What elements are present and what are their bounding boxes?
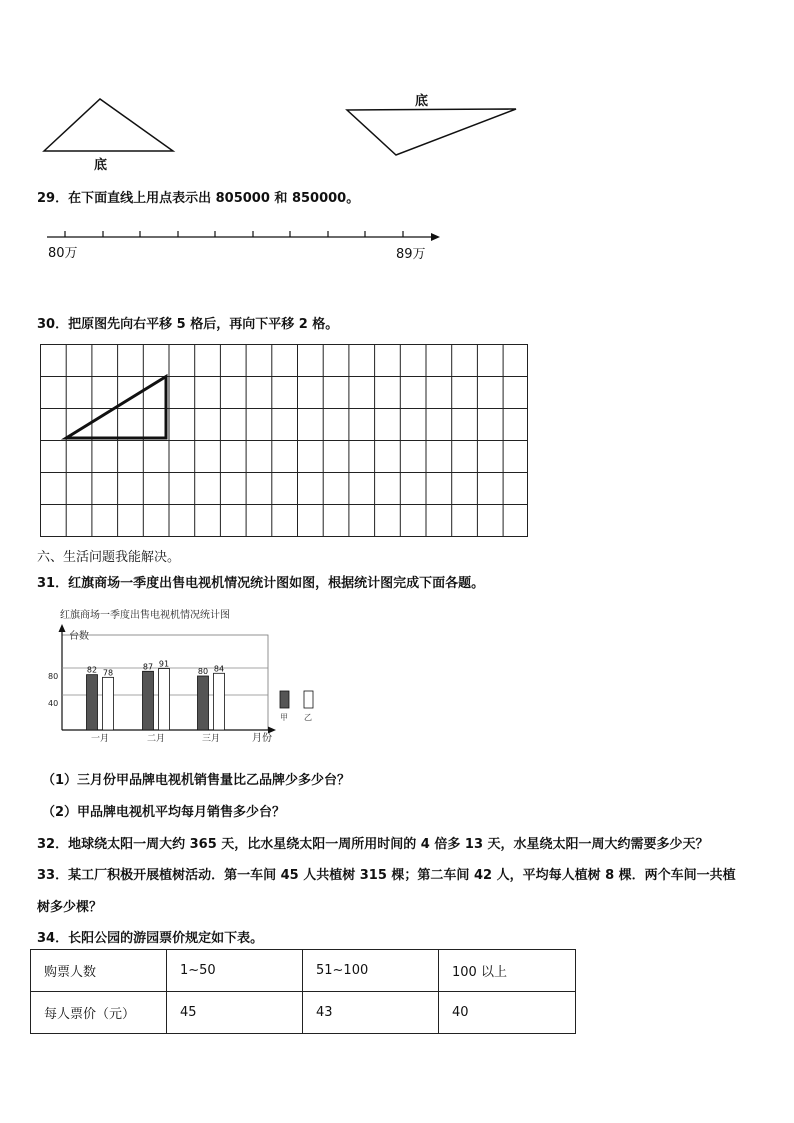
grid-triangle — [66, 377, 166, 439]
table-cell: 45 — [167, 992, 303, 1034]
ticket-price-table — [30, 949, 576, 1034]
triangles-figure — [0, 0, 794, 180]
question-31-sub-2: （2）甲品牌电视机平均每月销售多少台？ — [42, 805, 286, 820]
legend-label-yi: 乙 — [304, 713, 312, 722]
table-cell: 51~100 — [303, 950, 439, 992]
table-cell: 每人票价（元） — [31, 992, 167, 1034]
question-33-line-1: 33．某工厂积极开展植树活动．第一车间 45 人共植树 315 棵；第二车间 42 人，平均每人植树 8 棵．两个车间一共植 — [37, 868, 736, 883]
tv-sales-chart — [40, 604, 340, 750]
bar-jia-1 — [143, 671, 154, 730]
legend-label-jia: 甲 — [280, 713, 288, 722]
right-triangle-base-label: 底 — [415, 94, 429, 109]
bar-value-label: 87 — [142, 662, 154, 672]
bar-yi-2 — [214, 673, 225, 730]
chart-xlabel: 月份 — [252, 733, 272, 744]
table-row — [31, 992, 576, 1034]
bar-value-label: 91 — [158, 659, 170, 669]
legend-swatch-yi — [304, 691, 313, 708]
question-31-sub-1: （1）三月份甲品牌电视机销售量比乙品牌少多少台？ — [42, 773, 351, 788]
category-label: 三月 — [201, 734, 221, 744]
y-tick-label: 40 — [48, 699, 59, 708]
legend-swatch-jia — [280, 691, 289, 708]
bar-value-label: 82 — [86, 665, 98, 675]
table-cell: 43 — [303, 992, 439, 1034]
table-row — [31, 950, 576, 992]
question-30: 30．把原图先向右平移 5 格后，再向下平移 2 格。 — [37, 317, 339, 332]
question-29: 29．在下面直线上用点表示出 805000 和 850000。 — [37, 191, 360, 206]
grid-figure — [38, 344, 530, 538]
table-cell: 100 以上 — [439, 950, 576, 992]
bar-value-label: 84 — [213, 664, 225, 674]
left-triangle-base-label: 底 — [94, 158, 108, 173]
table-cell: 1~50 — [167, 950, 303, 992]
question-32: 32．地球绕太阳一周大约 365 天，比水星绕太阳一周所用时间的 4 倍多 13 天，水星绕太阳一周大约需要多少天？ — [37, 837, 709, 852]
bar-jia-2 — [198, 676, 209, 730]
bar-yi-0 — [103, 677, 114, 730]
chart-ylabel: 台数 — [69, 631, 89, 642]
section-6-title: 六、生活问题我能解决。 — [37, 550, 181, 565]
bar-jia-0 — [87, 675, 98, 730]
question-33-line-2: 树多少棵？ — [37, 900, 103, 915]
left-triangle — [44, 99, 173, 151]
category-label: 一月 — [90, 734, 110, 744]
y-tick-label: 80 — [48, 672, 59, 681]
table-cell: 40 — [439, 992, 576, 1034]
bar-value-label: 78 — [102, 668, 114, 678]
right-triangle — [347, 109, 516, 155]
bar-yi-1 — [159, 669, 170, 730]
number-line-start-label: 80万 — [48, 246, 78, 261]
number-line-end-label: 89万 — [396, 247, 426, 262]
table-cell: 购票人数 — [31, 950, 167, 992]
chart-title: 红旗商场一季度出售电视机情况统计图 — [60, 610, 230, 621]
question-31: 31．红旗商场一季度出售电视机情况统计图如图，根据统计图完成下面各题。 — [37, 576, 485, 591]
question-34: 34．长阳公园的游园票价规定如下表。 — [37, 931, 264, 946]
category-label: 二月 — [146, 734, 166, 744]
bar-value-label: 80 — [197, 667, 209, 676]
